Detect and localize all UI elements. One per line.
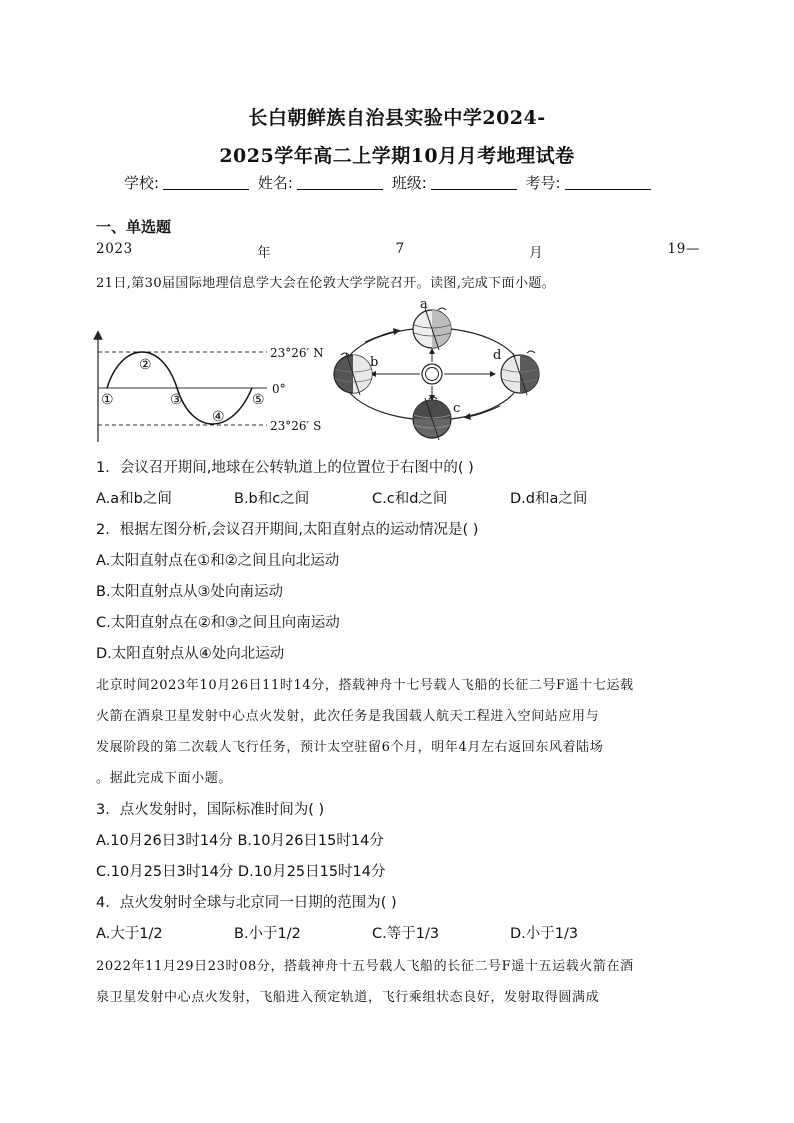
earth-d-icon bbox=[501, 351, 539, 395]
option-c[interactable]: C.c和d之间 bbox=[372, 491, 448, 507]
option-d[interactable]: D.d和a之间 bbox=[510, 491, 588, 507]
class-blank[interactable] bbox=[431, 175, 517, 190]
question-1-stem: 1．会议召开期间,地球在公转轨道上的位置位于右图中的( ) bbox=[96, 460, 474, 476]
tropic-south-label: 23°26′ S bbox=[270, 419, 322, 433]
passage2-line: 北京时间2023年10月26日11时14分，搭载神舟十七号载人飞船的长征二号F遥十七运载 bbox=[96, 678, 634, 693]
point-4-label: ④ bbox=[212, 409, 225, 425]
option-b[interactable]: B.太阳直射点从③处向南运动 bbox=[96, 584, 284, 600]
option-c[interactable]: C.太阳直射点在②和③之间且向南运动 bbox=[96, 615, 340, 631]
date-part: 年 bbox=[257, 245, 272, 261]
passage2-line: 发展阶段的第二次载人飞行任务，预计太空驻留6个月，明年4月左右返回东风着陆场 bbox=[96, 740, 604, 755]
option-a[interactable]: A.大于1/2 bbox=[96, 926, 163, 942]
date-part: 7 bbox=[395, 241, 405, 257]
position-b-label: b bbox=[370, 355, 379, 370]
option-b[interactable]: B.小于1/2 bbox=[234, 926, 301, 942]
position-d-label: d bbox=[493, 348, 502, 363]
exam-number-blank[interactable] bbox=[565, 175, 651, 190]
question-4-options bbox=[96, 922, 700, 943]
option-a[interactable]: A.a和b之间 bbox=[96, 491, 172, 507]
exam-title-line2: 2025学年高二上学期10月月考地理试卷 bbox=[219, 145, 575, 167]
name-blank[interactable] bbox=[297, 175, 383, 190]
question-3-stem: 3．点火发射时，国际标准时间为( ) bbox=[96, 802, 325, 818]
position-c-label: c bbox=[453, 401, 461, 416]
position-a-label: a bbox=[420, 297, 428, 312]
passage2-line: 火箭在酒泉卫星发射中心点火发射，此次任务是我国载人航天工程进入空间站应用与 bbox=[96, 709, 600, 724]
section-title: 一、单选题 bbox=[96, 218, 172, 236]
tropic-north-label: 23°26′ N bbox=[270, 346, 324, 360]
sun-icon bbox=[422, 364, 442, 384]
class-label: 班级: bbox=[391, 174, 427, 192]
passage3-line: 2022年11月29日23时08分，搭载神舟十五号载人飞船的长征二号F遥十五运载火箭在酒 bbox=[96, 959, 634, 974]
option-a[interactable]: A.太阳直射点在①和②之间且向北运动 bbox=[96, 553, 340, 569]
point-5-label: ⑤ bbox=[252, 392, 265, 408]
question-4-stem: 4．点火发射时全球与北京同一日期的范围为( ) bbox=[96, 895, 397, 911]
date-part: 月 bbox=[529, 245, 544, 261]
student-info-fields bbox=[124, 172, 655, 193]
school-label: 学校: bbox=[124, 174, 160, 192]
name-label: 姓名: bbox=[257, 174, 293, 192]
sun-direct-point-diagram bbox=[92, 330, 342, 445]
exam-title-line1: 长白朝鲜族自治县实验中学2024- bbox=[248, 107, 546, 129]
earth-c-icon bbox=[413, 397, 451, 440]
passage1-line1 bbox=[96, 241, 700, 261]
date-part: 19— bbox=[667, 241, 700, 257]
point-2-label: ② bbox=[139, 357, 152, 373]
passage3-line: 泉卫星发射中心点火发射，飞船进入预定轨道，飞行乘组状态良好，发射取得圆满成 bbox=[96, 990, 600, 1005]
option-c[interactable]: C.等于1/3 bbox=[372, 926, 440, 942]
option-d[interactable]: D.太阳直射点从④处向北运动 bbox=[96, 646, 285, 662]
question-3-options-ab[interactable]: A.10月26日3时14分 B.10月26日15时14分 bbox=[96, 833, 384, 849]
earth-a-icon bbox=[413, 308, 451, 350]
equator-label: 0° bbox=[272, 382, 286, 396]
point-1-label: ① bbox=[101, 392, 114, 408]
question-1-options bbox=[96, 487, 700, 508]
date-part: 2023 bbox=[96, 241, 133, 257]
question-3-options-cd[interactable]: C.10月25日3时14分 D.10月25日15时14分 bbox=[96, 864, 386, 880]
exam-number-label: 考号: bbox=[525, 174, 561, 192]
passage1-line2: 21日,第30届国际地理信息学大会在伦敦大学学院召开。读图,完成下面小题。 bbox=[96, 276, 556, 291]
option-b[interactable]: B.b和c之间 bbox=[234, 491, 310, 507]
option-d[interactable]: D.小于1/3 bbox=[510, 926, 579, 942]
passage2-line: 。据此完成下面小题。 bbox=[96, 771, 233, 786]
school-blank[interactable] bbox=[163, 175, 249, 190]
earth-orbit-diagram bbox=[325, 295, 550, 445]
question-2-stem: 2．根据左图分析,会议召开期间,太阳直射点的运动情况是( ) bbox=[96, 522, 479, 538]
earth-b-icon bbox=[334, 353, 372, 395]
point-3-label: ③ bbox=[170, 392, 183, 408]
